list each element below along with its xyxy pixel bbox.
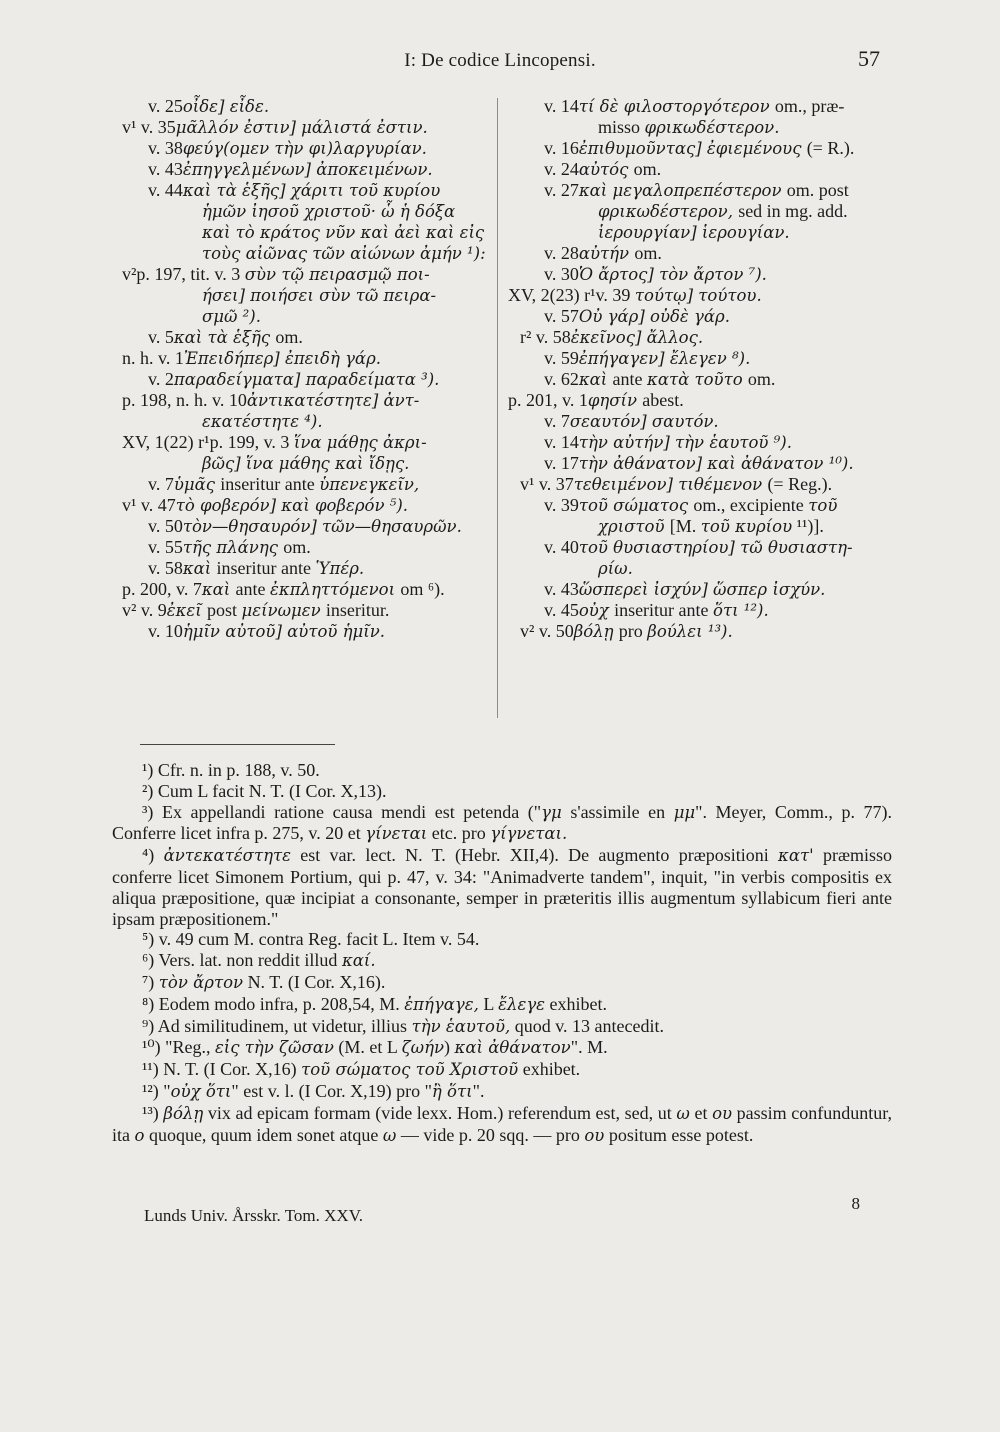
line-reference: v. 43 [148,159,183,179]
greek-text: Ἐπειδήπερ] ἐπειδὴ γάρ. [183,349,382,368]
apparatus-line [112,264,492,285]
footnote-marker: ¹²) [142,1080,164,1101]
greek-text: βῶς] ἵνα μάθης καὶ ἴδῃς. [202,454,410,473]
footnote [112,1016,892,1038]
latin-text: exhibet. [545,993,608,1014]
greek-text: Οὐ γάρ] οὐδὲ γάρ. [578,307,730,326]
greek-text: ἐπήγαγεν] ἔλεγεν ⁸). [578,349,751,368]
greek-text: γμ [541,802,562,822]
greek-text: τῆς πλάνης [182,538,284,557]
apparatus-line [508,432,888,453]
greek-text: καὶ τὸ κράτος νῦν καὶ ἀεὶ καὶ εἰς [202,223,485,242]
greek-text: ἐπηγγελμένων] ἀποκειμένων. [182,160,433,179]
line-reference: n. h. v. 1 [122,348,184,368]
apparatus-line [112,243,492,264]
latin-text: L [478,993,499,1014]
apparatus-line [508,516,888,537]
greek-text: ἢ ὅτι [431,1081,473,1101]
apparatus-line [112,327,492,348]
line-reference: v. 17 [544,453,579,473]
latin-text: exhibet. [518,1059,581,1080]
journal-signature: Lunds Univ. Årsskr. Tom. XXV. [144,1206,364,1225]
line-reference: v. 40 [544,537,579,557]
line-reference: v¹ v. 35 [122,117,176,137]
footnote-marker: ⁴) [142,845,164,866]
apparatus-line [112,558,492,579]
footnote [112,802,892,846]
latin-text: inseritur ante [220,474,320,494]
apparatus-line [112,222,492,243]
apparatus-line [508,138,888,159]
greek-text: ου [584,1125,605,1145]
line-reference: v. 39 [544,495,579,515]
apparatus-line [508,243,888,264]
greek-text: καὶ [578,370,613,389]
latin-text: ". M. [570,1037,608,1058]
apparatus-line [508,222,888,243]
footnote-marker: ⁵) [142,929,159,950]
greek-text: ὑπενεγκεῖν, [319,475,420,494]
greek-text: βούλει ¹³). [647,622,733,641]
footnote-marker: ¹³) [142,1102,164,1123]
greek-text: καὶ μεγαλοπρεπέστερον [578,181,787,200]
greek-text: παραδείγματα] παραδείματα ³). [173,370,440,389]
line-reference: XV, 1(22) r¹ [122,432,210,452]
latin-text: quod v. 13 antecedit. [510,1015,665,1036]
greek-text: καὶ [201,580,236,599]
apparatus-line [112,369,492,390]
apparatus-line [112,495,492,516]
greek-text: τοῦ σώματος [578,496,694,515]
apparatus-line [508,495,888,516]
column-divider [497,98,498,718]
line-reference: p. 198, n. h. v. 10 [122,390,247,410]
greek-text: τὸν ἄρτον [158,972,244,992]
greek-text: φρικωδέστερον, [598,202,739,221]
latin-text: " [163,1080,171,1101]
latin-text: est var. lect. N. T. (Hebr. XII,4). De augmento præpositioni [290,845,779,866]
greek-text: ἱερουργίαν] ἱερουγίαν. [598,223,790,242]
apparatus-line [508,411,888,432]
line-reference: v. 7 [544,411,570,431]
greek-text: καί. [341,951,376,971]
line-reference: v. 30 [544,264,579,284]
apparatus-line [508,180,888,201]
apparatus-line [112,411,492,432]
footnote-marker: ¹) [142,760,158,780]
line-reference: v² [122,264,137,284]
apparatus-line [508,369,888,390]
footnote-marker: ⁹) [142,1015,158,1036]
latin-text: om., excipiente [693,495,809,515]
latin-text: positum esse potest. [604,1124,754,1145]
greek-text: ἐκεῖνος] ἄλλος. [570,328,704,347]
footnote [112,760,892,781]
apparatus-line [112,516,492,537]
latin-text: ante [612,369,648,389]
latin-text: sed in mg. add. [738,201,848,221]
greek-text: τὴν ἑαυτοῦ, [411,1016,511,1036]
greek-text: ἐκεῖ [166,601,207,620]
latin-text: om. [275,327,303,347]
latin-text: post [206,600,242,620]
line-reference: v. 45 [544,600,579,620]
apparatus-line [112,159,492,180]
greek-text: μείνωμεν [241,601,326,620]
line-reference: v. 24 [544,159,579,179]
greek-text: κατ' [778,846,814,866]
line-reference: v. 55 [148,537,183,557]
latin-text: Cum L facit N. T. (I Cor. X,13). [157,780,387,801]
apparatus-line [112,180,492,201]
apparatus-line [112,96,492,117]
apparatus-line [508,558,888,579]
greek-text: Ὁ ἄρτος] τὸν ἄρτον ⁷). [578,265,767,284]
line-reference: v. 27 [544,180,579,200]
greek-text: ο [134,1125,145,1145]
line-reference: v. 58 [148,558,183,578]
apparatus-line [508,201,888,222]
greek-text: τὴν ἀθάνατον] καὶ ἀθάνατον ¹⁰). [578,454,854,473]
latin-text: (= R.). [806,138,855,158]
footnote [112,950,892,972]
latin-text: ) [444,1037,455,1058]
greek-text: καὶ [182,559,217,578]
latin-text: Cfr. n. in p. 188, v. 50. [157,760,320,780]
greek-text: ἡμῖν αὐτοῦ] αὐτοῦ ἡμῖν. [182,622,386,641]
greek-text: ἵνα μάθῃς ἀκρι- [293,433,427,452]
greek-text: φρικωδέστερον. [644,118,780,137]
latin-text: etc. pro [427,823,491,844]
left-column [112,96,492,642]
footnote-marker: ¹¹) [142,1059,164,1080]
greek-text: χριστοῦ [598,517,670,536]
latin-text: [M. [669,516,701,536]
latin-text: quoque, quum idem sonet atque [144,1124,383,1145]
line-reference: XV, 2(23) r¹ [508,285,596,305]
line-reference: v. 14 [544,432,579,452]
greek-text: μμ [673,802,696,822]
greek-text: τοῦ θυσιαστηρίου] τῶ θυσιαστη- [578,538,853,557]
apparatus-line [508,306,888,327]
page-number: 57 [858,46,880,71]
greek-text: βόλῃ [573,622,619,641]
line-reference: v. 16 [544,138,579,158]
greek-text: ω [382,1125,397,1145]
apparatus-line [112,432,492,453]
apparatus-line [508,474,888,495]
latin-text: ". Meyer, Comm., p. 77). Conferre licet infra p. 275, v. 20 et [112,801,893,844]
apparatus-line [112,537,492,558]
latin-text: ante [235,579,271,599]
line-reference: v. 10 [148,621,183,641]
greek-text: καὶ ἀθάνατον [454,1038,571,1058]
apparatus-line [112,621,492,642]
greek-text: μᾶλλόν ἐστιν] μάλιστά ἐστιν. [175,118,428,137]
line-reference: v² v. 50 [520,621,574,641]
greek-text: ἐκπληττόμενοι [270,580,401,599]
footnotes [112,760,892,1146]
latin-text: om ⁶). [400,579,445,599]
latin-text: et [689,1102,713,1123]
greek-text: σμῶ ²). [202,307,261,326]
apparatus-line [112,201,492,222]
latin-text: N. T. (I Cor. X,16) [163,1059,302,1080]
greek-text: αὐτός [578,160,634,179]
latin-text: misso [598,117,645,137]
greek-text: τὸν—θησαυρόν] τῶν—θησαυρῶν. [182,517,462,536]
apparatus-line [508,285,888,306]
latin-text: p. 197, tit. v. 3 [136,264,245,284]
greek-text: εἰς τὴν ζῶσαν [214,1038,334,1058]
latin-text: Eodem modo infra, p. 208,54, M. [158,993,405,1014]
apparatus-line [508,621,888,642]
latin-text: v. 39 [595,285,635,305]
greek-text: εκατέστητε ⁴). [202,412,323,431]
greek-text: τοὺς αἰῶνας τῶν αἰώνων ἀμήν ¹): [202,244,486,263]
apparatus-line [508,579,888,600]
greek-text: ζωήν [401,1038,445,1058]
apparatus-line [112,348,492,369]
latin-text: om., præ- [774,96,845,116]
greek-text: ρίω. [598,559,633,578]
line-reference: v. 7 [148,474,174,494]
greek-text: τί δὲ φιλοστοργότερον [578,97,775,116]
greek-text: ὅτι ¹²). [713,601,769,620]
footnote [112,1037,892,1059]
footnote [112,1081,892,1103]
line-reference: v. 57 [544,306,579,326]
greek-text: γίγνεται. [490,824,568,844]
greek-text: ἔλεγε [498,994,546,1014]
footnote [112,994,892,1016]
apparatus-line [508,96,888,117]
sheet-number: 8 [851,1194,860,1213]
latin-text: (= Reg.). [767,474,833,494]
greek-text: καὶ τὰ ἑξῆς] χάριτι τοῦ κυρίου [182,181,441,200]
apparatus-line [112,579,492,600]
greek-text: βόλῃ [163,1103,204,1123]
latin-text: om. [283,537,311,557]
footnote [112,1103,892,1147]
footnote [112,929,892,950]
greek-text: αὐτήν [578,244,635,263]
latin-text: (M. et L [333,1037,402,1058]
greek-text: ὑμᾶς [173,475,221,494]
apparatus-line [112,306,492,327]
apparatus-line [112,390,492,411]
latin-text: inseritur ante [614,600,714,620]
apparatus-line [112,474,492,495]
apparatus-line [508,117,888,138]
apparatus-line [112,600,492,621]
latin-text: Vers. lat. non reddit illud [158,950,342,971]
footnote [112,972,892,994]
apparatus-line [508,264,888,285]
greek-text: ήσει] ποιήσει σὺν τῶ πειρα- [202,286,437,305]
latin-text: " est v. l. (I Cor. X,19) pro " [231,1080,432,1101]
line-reference: v. 25 [148,96,183,116]
greek-text: οἶδε] εἶδε. [182,97,270,116]
greek-text: οὐχ [578,601,615,620]
line-reference: v² v. 9 [122,600,167,620]
apparatus-line [112,138,492,159]
apparatus-line [508,159,888,180]
greek-text: γίνεται [365,824,428,844]
greek-text: φησίν [587,391,643,410]
greek-text: σεαυτόν] σαυτόν. [569,412,719,431]
line-reference: v. 59 [544,348,579,368]
greek-text: ἡμῶν ἰησοῦ χριστοῦ· ὧ ἡ δόξα [202,202,456,221]
apparatus-line [508,537,888,558]
apparatus-line [508,453,888,474]
greek-text: ω [676,1103,690,1123]
line-reference: p. 201, v. 1 [508,390,588,410]
latin-text: ". [472,1080,485,1101]
footnote-rule [140,744,335,745]
running-header: I: De codice Lincopensi. [404,50,596,71]
footnote-marker: ³) [142,801,162,822]
line-reference: v. 44 [148,180,183,200]
latin-text: præmisso conferre licet Simonem Portium, qui p. 47, v. 34: "Animadverte tandem", inquit, "in verbis compositis ex aliqua præpositione, quæ incipiat a consonante, semper in præteritis illis augmentum syllabicum fieri ante ipsam præpositionem." [112,845,892,929]
apparatus-line [508,390,888,411]
apparatus-line [112,117,492,138]
line-reference: v¹ v. 47 [122,495,176,515]
line-reference: v. 62 [544,369,579,389]
apparatus-line [508,348,888,369]
latin-text: Ad similitudinem, ut videtur, illius [157,1015,412,1036]
greek-text: τοῦ σώματος τοῦ Χριστοῦ [301,1060,519,1080]
line-reference: v. 5 [148,327,174,347]
apparatus-line [508,327,888,348]
latin-text: vix ad epicam formam (vide lexx. Hom.) referendum est, sed, ut [203,1102,677,1123]
latin-text: om. [747,369,776,389]
greek-text: τούτῳ] τούτου. [634,286,762,305]
latin-text: inseritur. [325,600,390,620]
greek-text: ἐπιθυμοῦντας] ἐφιεμένους [578,139,807,158]
greek-text: καὶ τὰ ἑξῆς [173,328,276,347]
apparatus-line [112,453,492,474]
latin-text: s'assimile en [561,801,674,822]
line-reference: r² v. 58 [520,327,571,347]
greek-text: σὺν τῷ πειρασμῷ ποι- [244,265,430,284]
greek-text: ὥσπερεὶ ἰσχύν] ὥσπερ ἰσχύν. [578,580,826,599]
right-column [508,96,888,642]
greek-text: τὴν αὐτήν] τὴν ἑαυτοῦ ⁹). [578,433,792,452]
latin-text: N. T. (I Cor. X,16). [243,971,386,992]
line-reference: v. 50 [148,516,183,536]
footnote-marker: ⁷) [142,971,159,992]
greek-text: τοῦ κυρίου [700,517,793,536]
latin-text: om. [634,243,662,263]
latin-text: — vide p. 20 sqq. — pro [396,1124,585,1145]
greek-text: ἀντικατέστητε] ἀντ- [246,391,420,410]
greek-text: φεύγ(ομεν τὴν φι)λαργυρίαν. [182,139,427,158]
latin-text: v. 49 cum M. contra Reg. facit L. Item v. 54. [158,929,480,950]
line-reference: v¹ v. 37 [520,474,574,494]
latin-text: om. post [786,180,849,200]
latin-text: om. [633,159,662,179]
latin-text: pro [618,621,648,641]
latin-text: abest. [642,390,684,410]
footnote-marker: ¹⁰) [142,1037,166,1058]
line-reference: v. 28 [544,243,579,263]
line-reference: p. 200, v. 7 [122,579,202,599]
latin-text: "Reg., [165,1037,215,1058]
footnote [112,845,892,929]
latin-text: passim confunduntur, ita [112,1102,893,1145]
apparatus-line [112,285,492,306]
line-reference: v. 43 [544,579,579,599]
latin-text: ¹¹)]. [792,516,824,536]
latin-text: inseritur ante [216,558,316,578]
apparatus-line [508,600,888,621]
footnote-marker: ⁶) [142,950,159,971]
greek-text: ἀντεκατέστητε [163,846,291,866]
footnote [112,781,892,802]
line-reference: v. 2 [148,369,174,389]
greek-text: οὐχ ὅτι [170,1081,232,1101]
line-reference: v. 38 [148,138,183,158]
greek-text: Ὑπέρ. [315,559,365,578]
latin-text: Ex appellandi ratione causa mendi est petenda (" [161,801,542,822]
greek-text: κατὰ τοῦτο [647,370,748,389]
greek-text: ου [712,1103,733,1123]
greek-text: τὸ φοβερόν] καὶ φοβερόν ⁵). [175,496,409,515]
latin-text: p. 199, v. 3 [209,432,294,452]
greek-text: τοῦ [808,496,838,515]
footnote-marker: ²) [142,780,158,801]
footnote [112,1059,892,1081]
greek-text: ἐπήγαγε, [404,994,479,1014]
footnote-marker: ⁸) [142,993,159,1014]
line-reference: v. 14 [544,96,579,116]
greek-text: τεθειμένον] τιθέμενον [573,475,768,494]
